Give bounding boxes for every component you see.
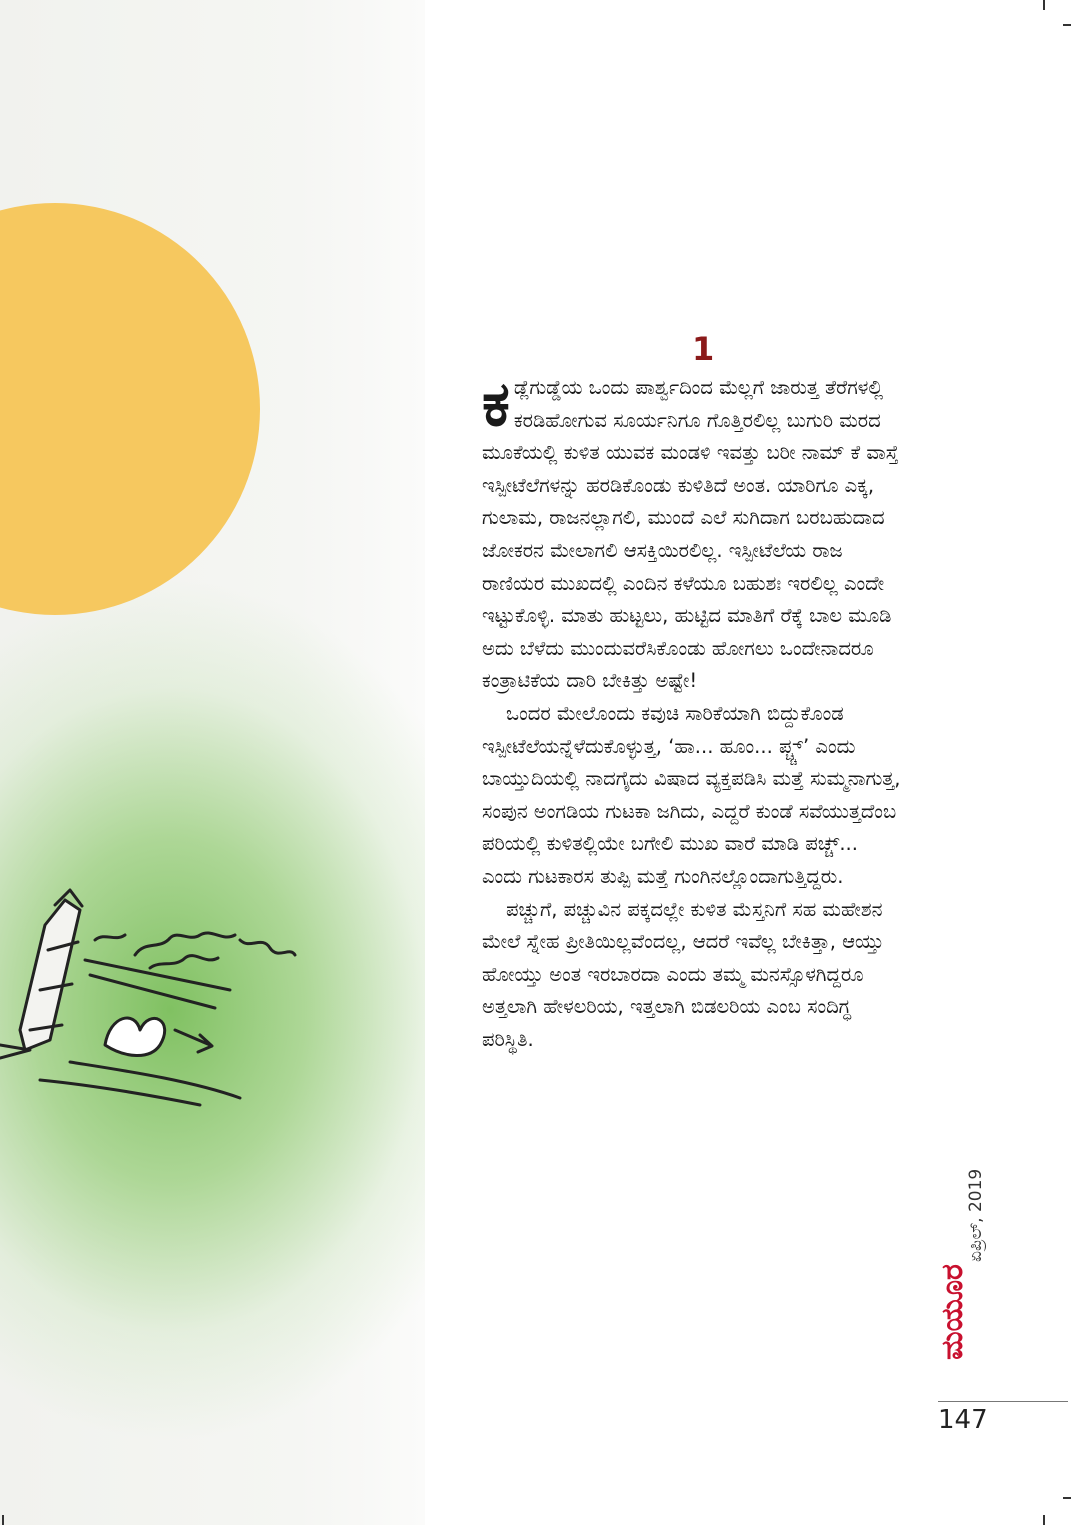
issue-date: ಏಪ್ರಿಲ್, 2019 xyxy=(966,1168,986,1262)
footer-divider xyxy=(938,1401,1068,1402)
paragraph-3: ಪಚ್ಚುಗೆ, ಪಚ್ಚುವಿನ ಪಕ್ಕದಲ್ಲೇ ಕುಳಿತ ಮೆಸ್ತನಿಗೆ ಸಹ ಮಹೇಶನ ಮೇಲೆ ಸ್ನೇಹ ಪ್ರೀತಿಯಿಲ್ಲವೆಂದಲ್ಲ, ಆದರೆ ಇವೆಲ್ಲ ಬೇಕಿತ್ತಾ, ಆಯ್ತು ಹೋಯ್ತು ಅಂತ ಇರಬಾರದಾ ಎಂದು ತಮ್ಮ ಮನಸ್ಸೊಳಗಿದ್ದರೂ ಅತ್ತಲಾಗಿ ಹೇಳಲರಿಯ, ಇತ್ತಲಾಗಿ ಬಿಡಲರಿಯ ಎಂಬ ಸಂದಿಗ್ಧ ಪರಿಸ್ಥಿತಿ. xyxy=(482,897,884,1051)
pen-sketch-illustration xyxy=(0,880,300,1110)
crop-mark-bottom-right xyxy=(1043,1515,1045,1525)
crop-mark-bottom-left xyxy=(2,1515,4,1525)
paragraph-1 xyxy=(482,367,902,698)
sun-circle xyxy=(0,203,260,615)
article-body xyxy=(482,367,902,1056)
illustration-panel xyxy=(0,0,425,1525)
crop-mark-right-lower xyxy=(1063,1497,1071,1499)
page-number: 147 xyxy=(938,1405,988,1435)
crop-mark-top-right xyxy=(1043,0,1045,10)
drop-cap: ಕ xyxy=(482,367,510,440)
crop-mark-right-upper xyxy=(1063,24,1071,26)
paragraph-2: ಒಂದರ ಮೇಲೊಂದು ಕವುಚಿ ಸಾರಿಕೆಯಾಗಿ ಬಿದ್ದುಕೊಂಡ ಇಸ್ಪೀಟೆಲೆಯನ್ನೆಳೆದುಕೊಳ್ಳುತ್ತ, ‘ಹಾ... ಹೂಂ... ಪ್ಚ್ಚ್’ ಎಂದು ಬಾಯ್ತುದಿಯಲ್ಲಿ ನಾದಗೈದು ವಿಷಾದ ವ್ಯಕ್ತಪಡಿಸಿ ಮತ್ತೆ ಸುಮ್ಮನಾಗುತ್ತ, ಸಂಪುನ ಅಂಗಡಿಯ ಗುಟಕಾ ಜಗಿದು, ಎದ್ದರೆ ಕುಂಡೆ ಸವೆಯುತ್ತದೆಂಬ ಪರಿಯಲ್ಲಿ ಕುಳಿತಲ್ಲಿಯೇ ಬಗೇಲಿ ಮುಖ ವಾರೆ ಮಾಡಿ ಪಚ್ಚ್... ಎಂದು ಗುಟಕಾರಸ ತುಪ್ಪಿ ಮತ್ತೆ ಗುಂಗಿನಲ್ಲೊಂದಾಗುತ್ತಿದ್ದರು. xyxy=(482,701,901,888)
magazine-logo: ಮಯೂರ xyxy=(935,1264,970,1360)
chapter-number: 1 xyxy=(692,330,715,368)
paragraph-1-text: ಡ್ಲೆಗುಡ್ಡೆಯ ಒಂದು ಪಾರ್ಶ್ವದಿಂದ ಮೆಲ್ಲಗೆ ಜಾರುತ್ತ ತೆರೆಗಳಲ್ಲಿ ಕರಡಿಹೋಗುವ ಸೂರ್ಯನಿಗೂ ಗೊತ್ತಿರಲಿಲ್ಲ ಬುಗುರಿ ಮರದ ಮೂಕೆಯಲ್ಲಿ ಕುಳಿತ ಯುವಕ ಮಂಡಳಿ ಇವತ್ತು ಬರೀ ನಾಮ್ ಕೆ ವಾಸ್ತೆ ಇಸ್ಪೀಟೆಲೆಗಳನ್ನು ಹರಡಿಕೊಂಡು ಕುಳಿತಿದೆ ಅಂತ. ಯಾರಿಗೂ ಎಕ್ಕ, ಗುಲಾಮ, ರಾಜನಲ್ಲಾಗಲಿ, ಮುಂದೆ ಎಲೆ ಸುಗಿದಾಗ ಬರಬಹುದಾದ ಜೋಕರನ ಮೇಲಾಗಲಿ ಆಸಕ್ತಿಯಿರಲಿಲ್ಲ. ಇಸ್ಪೀಟೆಲೆಯ ರಾಜ ರಾಣಿಯರ ಮುಖದಲ್ಲಿ ಎಂದಿನ ಕಳೆಯೂ ಬಹುಶಃ ಇರಲಿಲ್ಲ ಎಂದೇ ಇಟ್ಟುಕೊಳ್ಳಿ. ಮಾತು ಹುಟ್ಟಲು, ಹುಟ್ಟಿದ ಮಾತಿಗೆ ರೆಕ್ಕೆ ಬಾಲ ಮೂಡಿ ಅದು ಬೆಳೆದು ಮುಂದುವರೆಸಿಕೊಂಡು ಹೋಗಲು ಒಂದೇನಾದರೂ ಕಂತ್ರಾಟಿಕೆಯ ದಾರಿ ಬೇಕಿತ್ತು ಅಷ್ಟೇ! xyxy=(482,376,899,693)
